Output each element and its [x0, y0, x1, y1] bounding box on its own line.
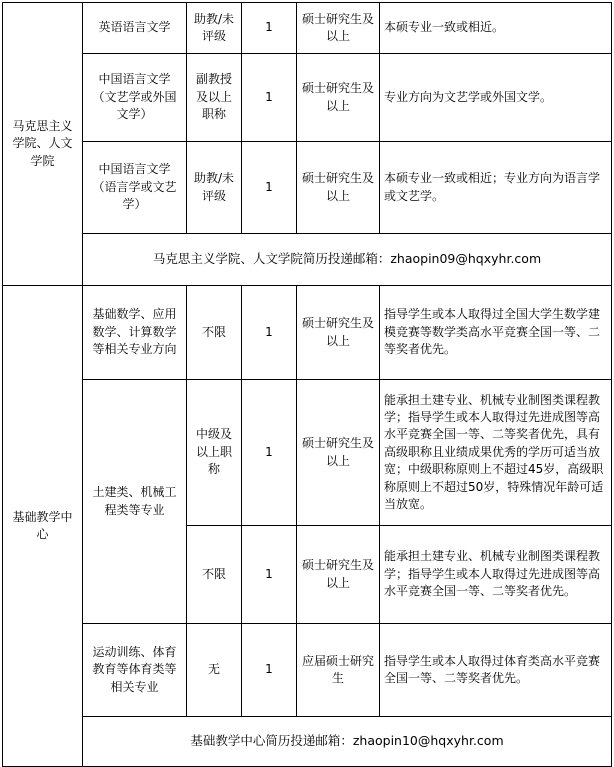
title-cell: 副教授及以上职称	[187, 54, 242, 142]
major-cell: 土建类、机械工程类等专业	[83, 380, 187, 624]
degree-cell: 硕士研究生及以上	[297, 380, 380, 526]
table-row	[3, 142, 612, 234]
title-cell: 中级及以上职称	[187, 380, 242, 526]
major-cell: 英语语言文学	[83, 3, 187, 54]
degree-cell: 硕士研究生及以上	[297, 3, 380, 54]
table-row	[3, 3, 612, 54]
title-cell: 助教/未评级	[187, 3, 242, 54]
email-row	[3, 234, 612, 286]
degree-cell: 应届硕士研究生	[297, 624, 380, 717]
email-row	[3, 717, 612, 767]
count-cell: 1	[242, 142, 297, 234]
major-cell: 中国语言文学（文艺学或外国文学）	[83, 54, 187, 142]
major-cell: 运动训练、体育教育等体育类等相关专业	[83, 624, 187, 717]
title-cell: 不限	[187, 526, 242, 624]
degree-cell: 硕士研究生及以上	[297, 54, 380, 142]
note-cell: 指导学生或本人取得过全国大学生数学建模竞赛等数学类高水平竞赛全国一等、二等奖者优先。	[380, 286, 612, 380]
note-cell: 能承担土建专业、机械专业制图类课程教学；指导学生或本人取得过先进成图等高水平竞赛全国一等、二等奖者优先，具有高级职称且业绩成果优秀的学历可适当放宽；中级职称原则上不超过45岁，高级职称原则上不超过50岁，特殊情况年龄可适当放宽。	[380, 380, 612, 526]
title-cell: 助教/未评级	[187, 142, 242, 234]
title-cell: 不限	[187, 286, 242, 380]
count-cell: 1	[242, 286, 297, 380]
degree-cell: 硕士研究生及以上	[297, 142, 380, 234]
count-cell: 1	[242, 380, 297, 526]
table-row	[3, 380, 612, 526]
note-cell: 能承担土建专业、机械专业制图类课程教学；指导学生或本人取得过先进成图等高水平竞赛全国一等、二等奖者优先。	[380, 526, 612, 624]
degree-cell: 硕士研究生及以上	[297, 526, 380, 624]
recruitment-table	[2, 2, 612, 767]
email-line: 基础教学中心简历投递邮箱：zhaopin10@hqxyhr.com	[83, 717, 612, 767]
major-cell: 基础数学、应用数学、计算数学等相关专业方向	[83, 286, 187, 380]
degree-cell: 硕士研究生及以上	[297, 286, 380, 380]
note-cell: 本硕专业一致或相近。	[380, 3, 612, 54]
count-cell: 1	[242, 3, 297, 54]
note-cell: 指导学生或本人取得过体育类高水平竞赛全国一等、二等奖者优先。	[380, 624, 612, 717]
table-row	[3, 54, 612, 142]
email-line: 马克思主义学院、人文学院简历投递邮箱：zhaopin09@hqxyhr.com	[83, 234, 612, 286]
table-row	[3, 624, 612, 717]
note-cell: 专业方向为文艺学或外国文学。	[380, 54, 612, 142]
department-cell: 基础教学中心	[3, 286, 83, 767]
table-row	[3, 286, 612, 380]
major-cell: 中国语言文学（语言学或文艺学）	[83, 142, 187, 234]
title-cell: 无	[187, 624, 242, 717]
count-cell: 1	[242, 54, 297, 142]
note-cell: 本硕专业一致或相近；专业方向为语言学或文艺学。	[380, 142, 612, 234]
department-cell: 马克思主义学院、人文学院	[3, 3, 83, 286]
count-cell: 1	[242, 624, 297, 717]
count-cell: 1	[242, 526, 297, 624]
